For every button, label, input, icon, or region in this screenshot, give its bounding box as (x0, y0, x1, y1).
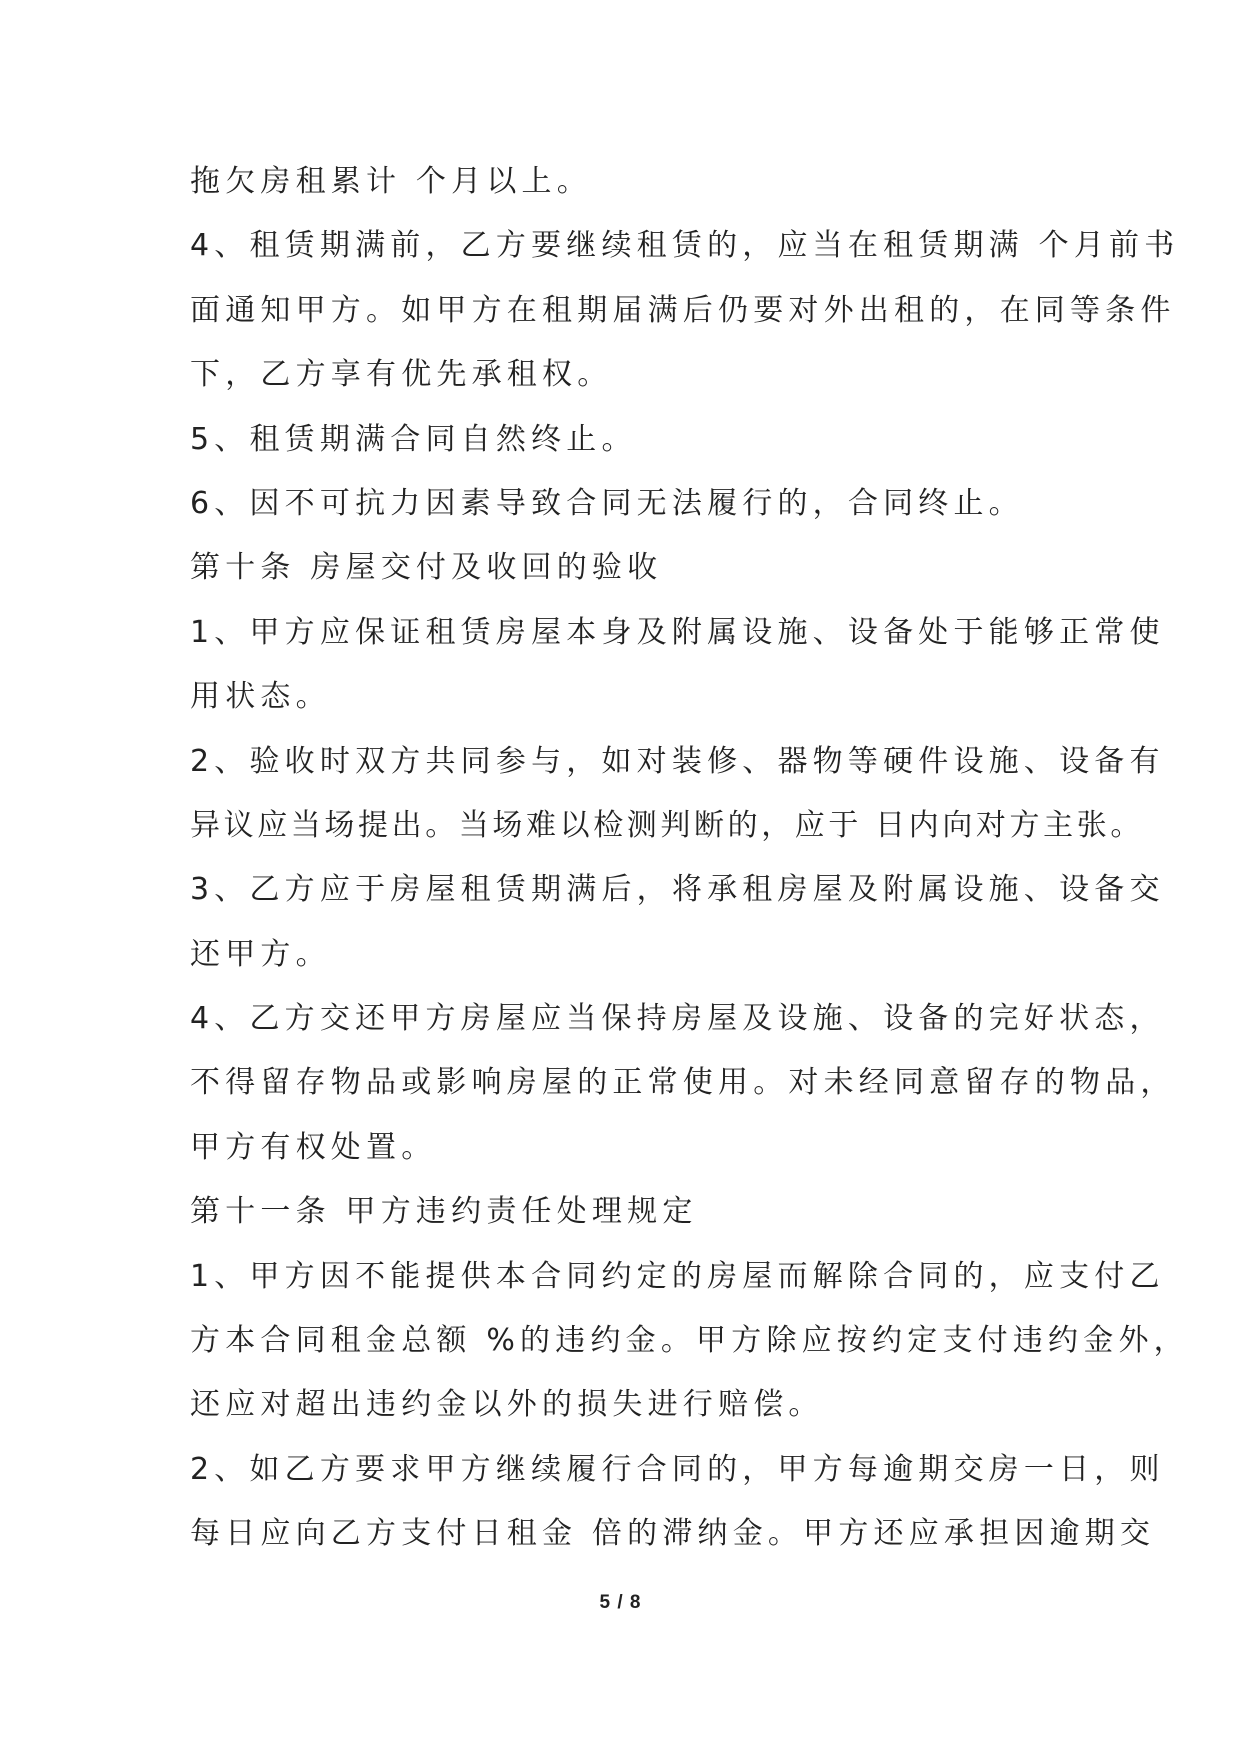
text-line: 用状态。 (190, 679, 331, 715)
text-line: 异议应当场提出。当场难以检测判断的，应于 日内向对方主张。 (190, 807, 1144, 843)
text-line: 甲方有权处置。 (190, 1129, 437, 1165)
text-line: 6、因不可抗力因素导致合同无法履行的，合同终止。 (190, 485, 1024, 521)
page-number: 5 / 8 (599, 1592, 642, 1613)
text-line: 还甲方。 (190, 936, 331, 972)
text-line: 3、乙方应于房屋租赁期满后，将承租房屋及附属设施、设备交 (190, 872, 1165, 908)
text-line: 4、乙方交还甲方房屋应当保持房屋及设施、设备的完好状态， (190, 1001, 1165, 1037)
text-line: 拖欠房租累计 个月以上。 (190, 164, 592, 199)
text-line: 2、如乙方要求甲方继续履行合同的，甲方每逾期交房一日，则 (190, 1451, 1165, 1487)
document-body (190, 150, 1189, 1567)
text-line: 不得留存物品或影响房屋的正常使用。对未经同意留存的物品， (190, 1065, 1176, 1101)
text-line: 4、租赁期满前，乙方要继续租赁的，应当在租赁期满 个月前书 (190, 228, 1180, 264)
text-line: 每日应向乙方支付日租金 倍的滞纳金。甲方还应承担因逾期交 (190, 1516, 1156, 1552)
text-line: 1、甲方因不能提供本合同约定的房屋而解除合同的，应支付乙 (190, 1258, 1165, 1294)
text-line: 1、甲方应保证租赁房屋本身及附属设施、设备处于能够正常使 (190, 614, 1165, 650)
text-line: 面通知甲方。如甲方在租期届满后仍要对外出租的，在同等条件 (190, 292, 1176, 328)
section-heading: 第十一条 甲方违约责任处理规定 (190, 1194, 698, 1230)
text-line: 2、验收时双方共同参与，如对装修、器物等硬件设施、设备有 (190, 743, 1165, 779)
section-heading: 第十条 房屋交付及收回的验收 (190, 550, 663, 586)
text-line: 5、租赁期满合同自然终止。 (190, 421, 637, 457)
text-line: 还应对超出违约金以外的损失进行赔偿。 (190, 1387, 824, 1423)
text-line: 方本合同租金总额 %的违约金。甲方除应按约定支付违约金外， (190, 1323, 1189, 1359)
text-line: 下，乙方享有优先承租权。 (190, 357, 613, 393)
